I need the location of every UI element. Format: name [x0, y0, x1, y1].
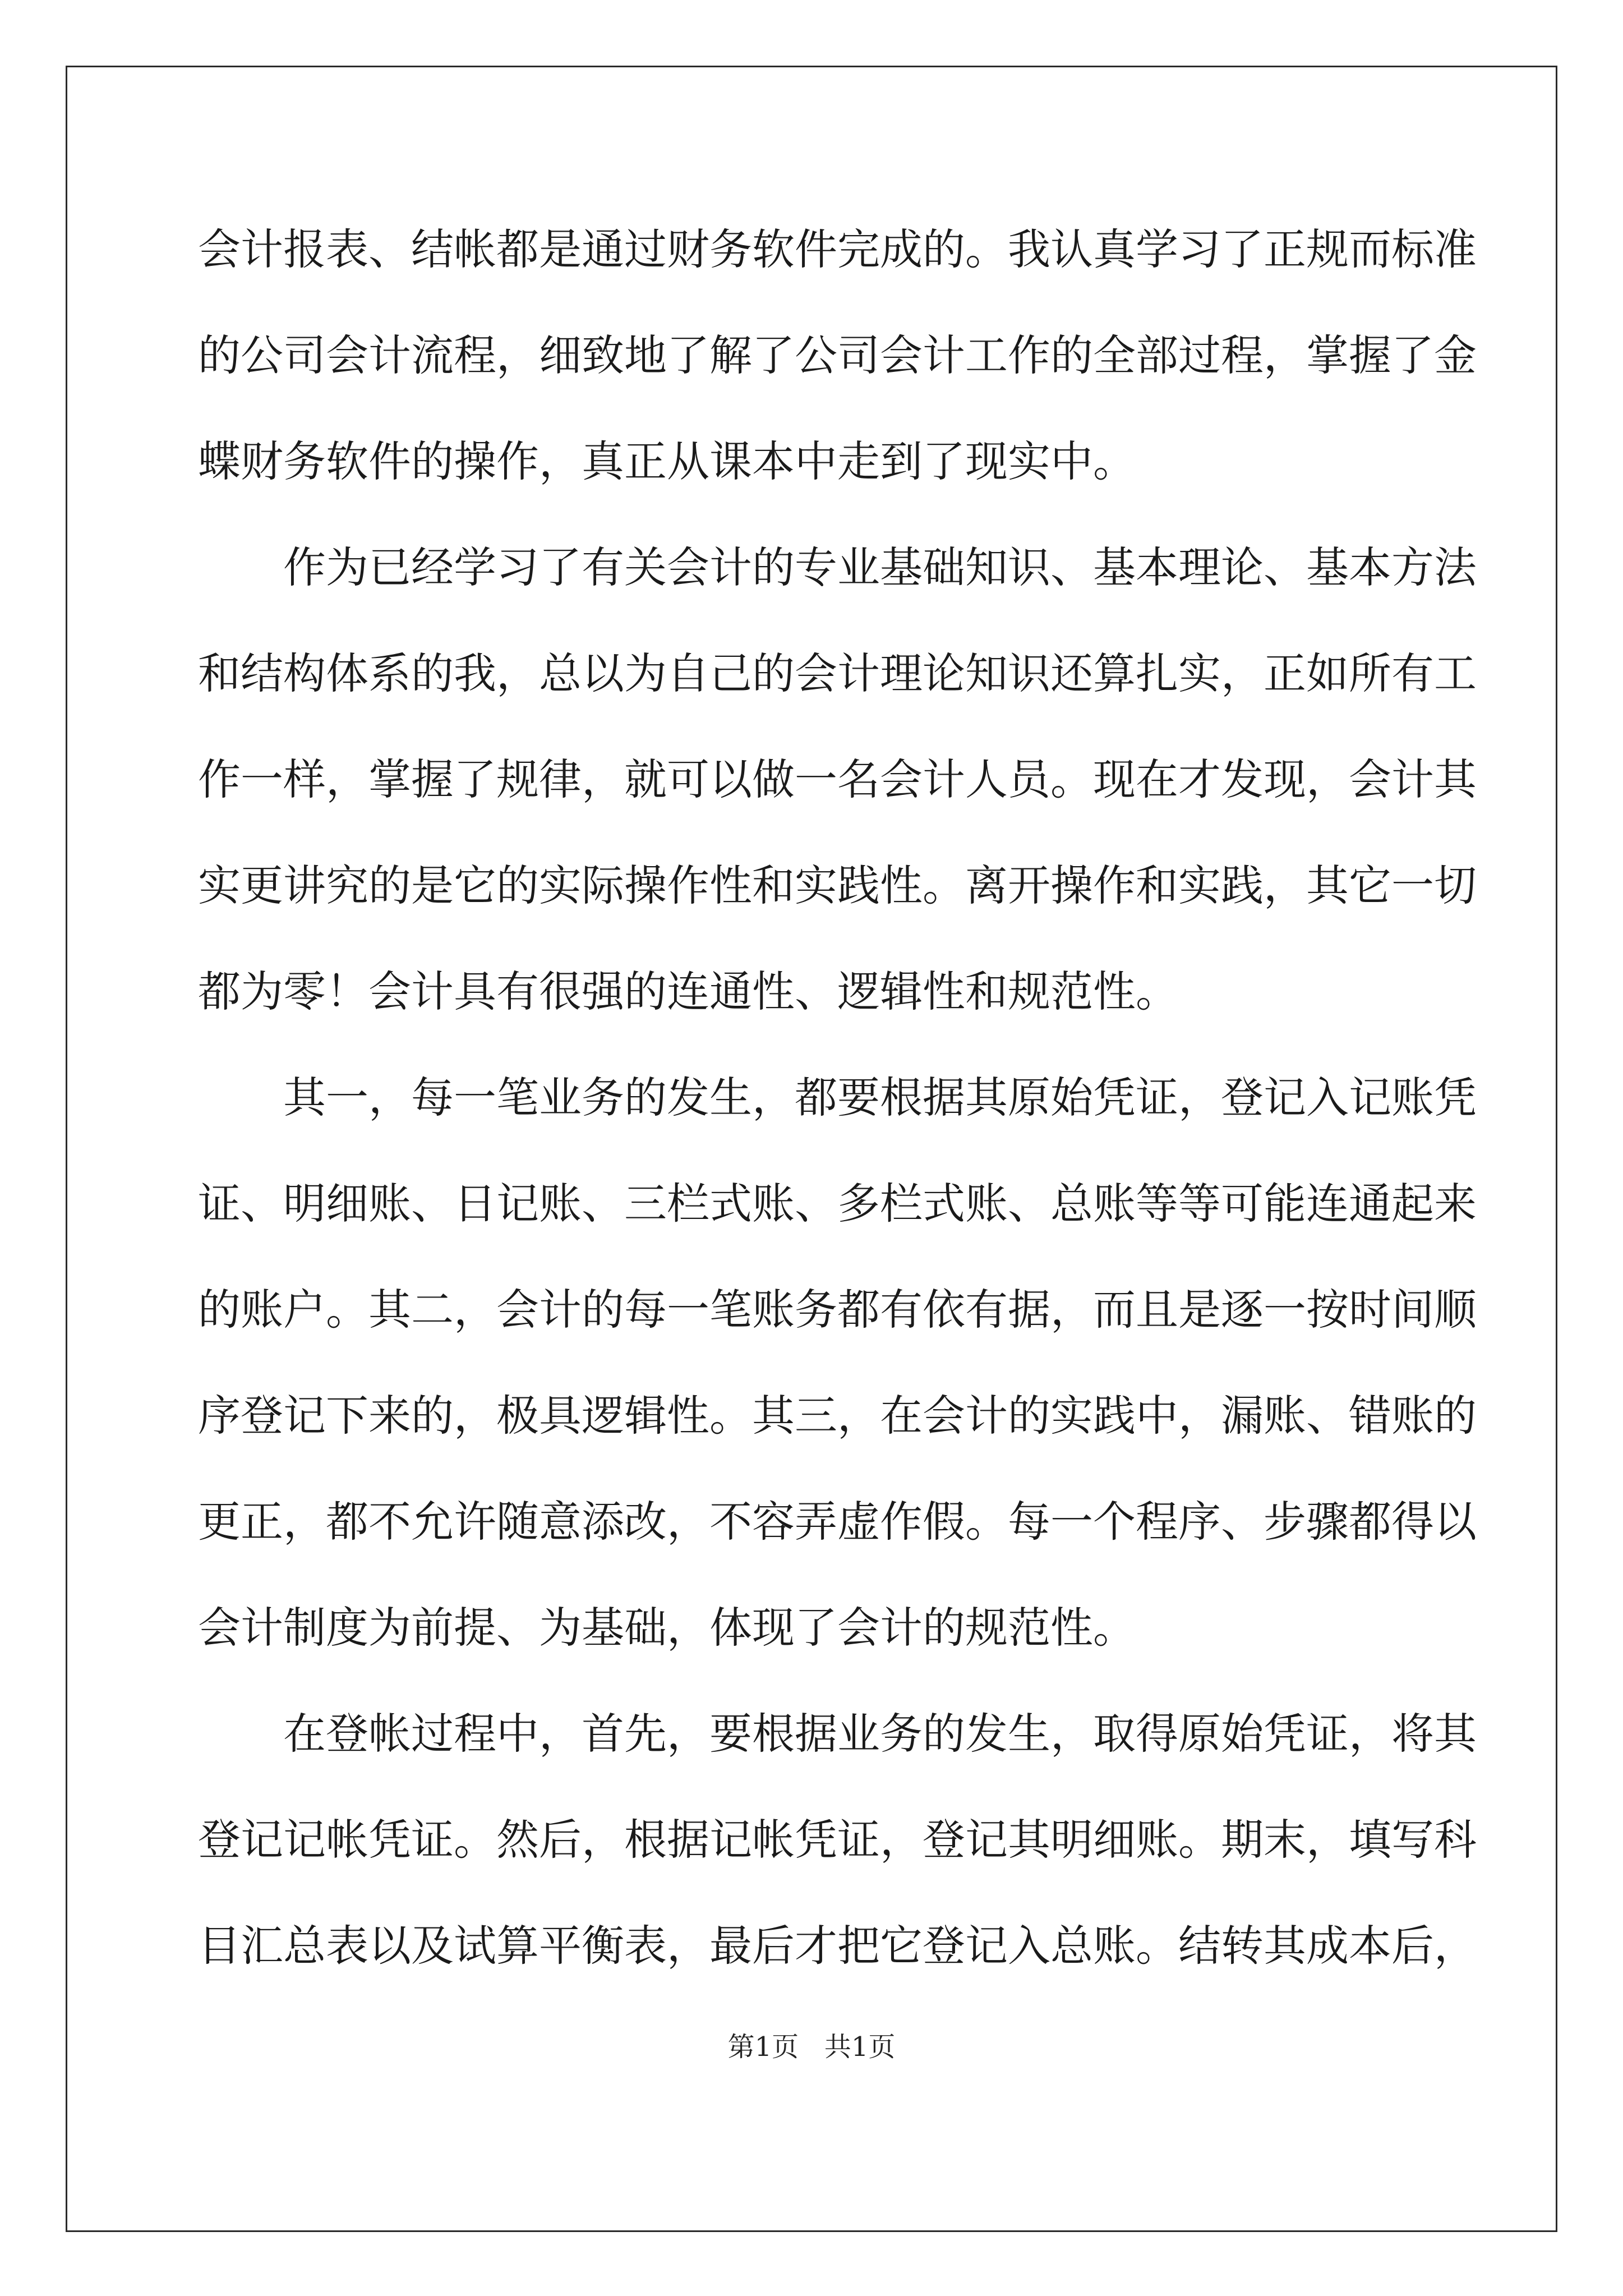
document-body — [198, 196, 1477, 1999]
text-line: 会计制度为前提、为基础，体现了会计的规范性。 — [198, 1603, 1136, 1653]
text-line: 都为零！会计具有很强的连通性、逻辑性和规范性。 — [198, 967, 1178, 1016]
text-line: 作一样，掌握了规律，就可以做一名会计人员。现在才发现，会计其 — [198, 754, 1477, 804]
text-line: 目汇总表以及试算平衡表，最后才把它登记入总账。结转其成本后， — [198, 1921, 1477, 1971]
text-line: 的公司会计流程，细致地了解了公司会计工作的全部过程，掌握了金 — [198, 330, 1477, 380]
text-line: 和结构体系的我，总以为自己的会计理论知识还算扎实，正如所有工 — [198, 648, 1477, 698]
text-line: 在登帐过程中，首先，要根据业务的发生，取得原始凭证，将其 — [283, 1709, 1477, 1759]
text-line: 序登记下来的，极具逻辑性。其三，在会计的实践中，漏账、错账的 — [198, 1391, 1477, 1441]
text-line: 证、明细账、日记账、三栏式账、多栏式账、总账等等可能连通起来 — [198, 1179, 1477, 1228]
text-line: 实更讲究的是它的实际操作性和实践性。离开操作和实践，其它一切 — [198, 861, 1477, 910]
page-number: 第1页 — [727, 2031, 799, 2063]
text-line: 更正，都不允许随意添改，不容弄虚作假。每一个程序、步骤都得以 — [198, 1497, 1477, 1547]
page-footer — [0, 2025, 1623, 2064]
text-line: 会计报表、结帐都是通过财务软件完成的。我认真学习了正规而标准 — [198, 224, 1477, 274]
text-line: 其一，每一笔业务的发生，都要根据其原始凭证，登记入记账凭 — [283, 1073, 1477, 1122]
text-line: 蝶财务软件的操作，真正从课本中走到了现实中。 — [198, 436, 1136, 486]
text-line: 的账户。其二，会计的每一笔账务都有依有据，而且是逐一按时间顺 — [198, 1285, 1477, 1335]
text-line: 作为已经学习了有关会计的专业基础知识、基本理论、基本方法 — [283, 542, 1477, 592]
page-total: 共1页 — [824, 2031, 896, 2063]
text-line: 登记记帐凭证。然后，根据记帐凭证，登记其明细账。期末，填写科 — [198, 1815, 1477, 1865]
